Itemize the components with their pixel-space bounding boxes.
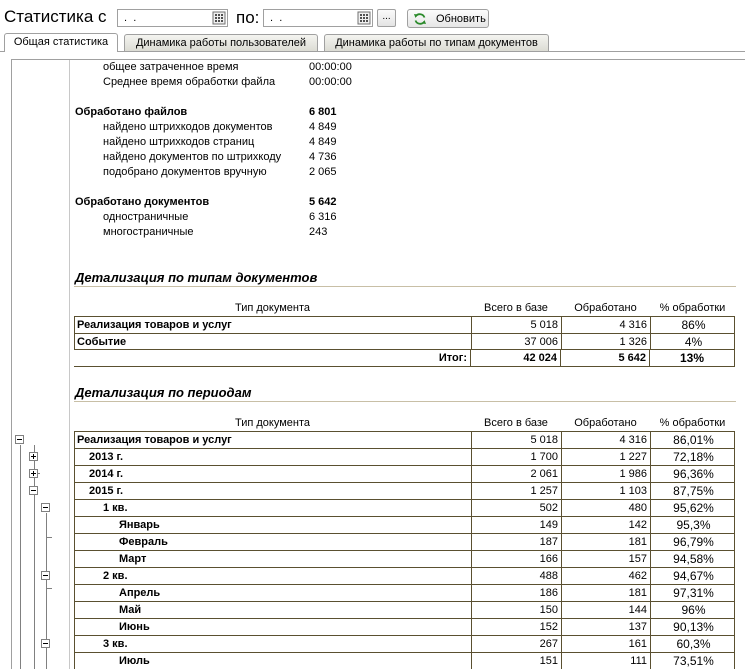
docs-item-label: одностраничные [103,211,189,223]
total-label: Итог: [74,350,471,366]
cell-total: 1 700 [472,449,562,465]
cell-total: 186 [472,585,562,601]
cell-processed: 1 103 [562,483,651,499]
cell-total: 1 257 [472,483,562,499]
cell-total: 267 [472,636,562,652]
section-divider [74,286,736,287]
cell-processed: 111 [562,653,651,669]
tree-line [46,537,52,538]
cell-processed: 4 316 [562,432,651,448]
tree-line [20,445,21,669]
total-time-value: 00:00:00 [309,61,352,73]
table-row[interactable] [74,618,735,635]
cell-processed: 462 [562,568,651,584]
col-header-processed: Обработано [574,302,637,314]
table-row[interactable] [74,601,735,618]
cell-pct: 94,67% [673,569,714,583]
date-from-input[interactable] [118,10,204,26]
cell-type: Май [75,602,472,618]
tab-users[interactable]: Динамика работы пользователей [124,34,318,51]
table-row[interactable] [74,550,735,567]
cell-pct: 4% [684,335,703,349]
files-label: Обработано файлов [75,106,188,118]
files-item-value: 4 736 [309,151,337,163]
cell-total: 187 [472,534,562,550]
table-row[interactable] [74,482,735,499]
calendar-icon[interactable] [212,11,226,25]
files-item-label: найдено документов по штрихкоду [103,151,282,163]
table-row[interactable] [74,431,735,448]
cell-pct: 60,3% [676,637,711,651]
collapse-toggle[interactable] [29,486,38,495]
table-row[interactable] [74,533,735,550]
table-row[interactable] [74,567,735,584]
cell-type: 3 кв. [75,636,472,652]
collapse-toggle[interactable] [41,503,50,512]
col-header-type: Тип документа [234,302,311,314]
avg-time-label: Среднее время обработки файла [103,76,276,88]
collapse-toggle[interactable] [41,639,50,648]
col-header-pct: % обработки [659,417,726,429]
cell-pct: 73,51% [673,654,714,668]
date-from-field[interactable] [117,9,228,27]
cell-type: Июль [75,653,472,669]
cell-pct: 95,62% [673,501,714,515]
docs-item-label: многостраничные [103,226,194,238]
cell-pct: 86% [681,318,706,332]
total-row [74,350,735,367]
cell-total: 37 006 [472,334,562,350]
files-item-value: 4 849 [309,136,337,148]
docs-value: 5 642 [309,196,337,208]
table-row[interactable] [74,448,735,465]
cell-pct: 86,01% [673,433,714,447]
table-row[interactable] [74,499,735,516]
cell-processed: 480 [562,500,651,516]
report-panel[interactable] [11,59,745,669]
cell-processed: 144 [562,602,651,618]
total-total: 42 024 [471,350,561,366]
cell-total: 166 [472,551,562,567]
label-to: по: [236,8,260,27]
cell-type: Апрель [75,585,472,601]
cell-processed: 161 [562,636,651,652]
total-time-label: общее затраченное время [103,61,239,73]
cell-pct: 87,75% [673,484,714,498]
section-title-by-type: Детализация по типам документов [75,270,318,285]
cell-pct: 95,3% [676,518,711,532]
total-pct: 13% [650,350,735,366]
cell-pct: 96,36% [673,467,714,481]
docs-label: Обработано документов [75,196,210,208]
cell-processed: 4 316 [562,317,651,333]
cell-pct: 96% [681,603,706,617]
cell-total: 5 018 [472,432,562,448]
col-header-pct: % обработки [659,302,726,314]
cell-pct: 94,58% [673,552,714,566]
files-value: 6 801 [309,106,337,118]
cell-pct: 72,18% [673,450,714,464]
files-item-value: 4 849 [309,121,337,133]
cell-total: 5 018 [472,317,562,333]
date-to-field[interactable] [263,9,373,27]
cell-pct: 97,31% [673,586,714,600]
cell-total: 151 [472,653,562,669]
col-header-total: Всего в базе [484,417,548,429]
cell-type: Январь [75,517,472,533]
refresh-button[interactable] [407,9,489,28]
table-row[interactable] [74,652,735,669]
cell-type: 2014 г. [75,466,472,482]
cell-processed: 157 [562,551,651,567]
cell-total: 2 061 [472,466,562,482]
files-item-value: 2 065 [309,166,337,178]
collapse-toggle[interactable] [41,571,50,580]
col-header-type: Тип документа [234,417,311,429]
files-item-label: найдено штрихкодов страниц [103,136,255,148]
cell-pct: 90,13% [673,620,714,634]
tree-line [34,445,35,669]
total-processed: 5 642 [561,350,650,366]
cell-type: 2 кв. [75,568,472,584]
cell-type: Февраль [75,534,472,550]
tab-general[interactable]: Общая статистика [4,33,118,52]
files-item-label: подобрано документов вручную [103,166,267,178]
cell-type: Реализация товаров и услуг [75,432,472,448]
cell-type: Июнь [75,619,472,635]
table-row[interactable] [74,333,735,350]
table-row[interactable] [74,465,735,482]
cell-total: 150 [472,602,562,618]
section-divider [74,401,736,402]
cell-type: 1 кв. [75,500,472,516]
cell-type: 2013 г. [75,449,472,465]
avg-time-value: 00:00:00 [309,76,352,88]
tab-doc-types[interactable]: Динамика работы по типам документов [324,34,549,51]
collapse-toggle[interactable] [15,435,24,444]
tree-line [46,588,52,589]
table-row[interactable] [74,316,735,333]
files-item-label: найдено штрихкодов документов [103,121,273,133]
col-header-processed: Обработано [574,417,637,429]
col-header-total: Всего в базе [484,302,548,314]
tab-bar [0,34,745,52]
page-title: Статистика с [4,7,107,26]
table-row[interactable] [74,516,735,533]
calendar-icon[interactable] [357,11,371,25]
table-row[interactable] [74,635,735,652]
cell-processed: 181 [562,585,651,601]
cell-total: 149 [472,517,562,533]
cell-total: 502 [472,500,562,516]
cell-type: Март [75,551,472,567]
cell-total: 488 [472,568,562,584]
cell-type: Реализация товаров и услуг [75,317,472,333]
cell-processed: 137 [562,619,651,635]
cell-type: Событие [75,334,472,350]
cell-processed: 1 986 [562,466,651,482]
toolbar [0,0,745,34]
cell-processed: 142 [562,517,651,533]
expand-toggle[interactable] [29,469,38,478]
date-to-input[interactable] [264,10,350,26]
cell-pct: 96,79% [673,535,714,549]
cell-processed: 1 326 [562,334,651,350]
docs-item-value: 243 [309,226,328,238]
refresh-label: Обновить [436,13,486,25]
cell-type: 2015 г. [75,483,472,499]
expand-toggle[interactable] [29,452,38,461]
table-row[interactable] [74,584,735,601]
docs-item-value: 6 316 [309,211,337,223]
cell-processed: 181 [562,534,651,550]
refresh-icon [413,12,427,26]
section-title-by-period: Детализация по периодам [75,385,252,400]
cell-total: 152 [472,619,562,635]
cell-processed: 1 227 [562,449,651,465]
select-period-button[interactable]: ... [377,9,396,27]
